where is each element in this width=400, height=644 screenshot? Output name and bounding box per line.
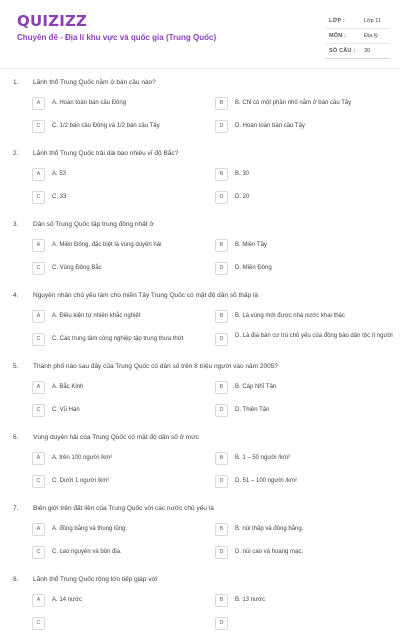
option-text: B. Miền Tây — [235, 242, 267, 248]
option-letter-box[interactable]: A — [32, 523, 45, 536]
question-number: 2. — [13, 150, 19, 157]
option-letter-box[interactable]: B — [215, 523, 228, 536]
option-text: A. đồng bằng và thung lũng. — [52, 526, 128, 532]
answer-option-d[interactable] — [215, 120, 388, 134]
answer-option-c[interactable] — [32, 262, 205, 276]
option-text: A. 14 nước — [52, 597, 82, 603]
option-letter-box[interactable]: C — [32, 546, 45, 559]
question-text: Thành phố nào sau đây của Trung Quốc có dân số trên 8 triệu người vào năm 2005? — [33, 363, 278, 370]
answer-option-b[interactable] — [215, 523, 388, 537]
answer-option-d[interactable] — [215, 617, 388, 631]
option-text: B. Cáp Nhĩ Tân — [235, 384, 277, 390]
option-letter-box[interactable]: A — [32, 168, 45, 181]
question-item — [0, 218, 400, 289]
question-text: Lãnh thổ Trung Quốc nằm ở bán cầu nào? — [33, 79, 156, 86]
option-text: B. 1 – 50 người /km² — [235, 455, 290, 461]
answer-option-d[interactable] — [215, 404, 388, 418]
answer-option-c[interactable] — [32, 546, 205, 560]
answer-option-c[interactable] — [32, 617, 205, 631]
option-text: A. Bắc Kinh — [52, 384, 84, 390]
meta-value: 30 — [364, 48, 371, 54]
meta-row-class — [326, 14, 390, 29]
question-item — [0, 147, 400, 218]
answer-option-d[interactable] — [215, 475, 388, 489]
answer-option-b[interactable] — [215, 239, 388, 253]
meta-row-subject — [326, 29, 390, 44]
question-item — [0, 360, 400, 431]
option-letter-box[interactable]: A — [32, 239, 45, 252]
question-number: 5. — [13, 363, 19, 370]
worksheet-title: Chuyên đề - Địa lí khu vực và quốc gia (Trung Quốc) — [17, 33, 217, 42]
answer-option-b[interactable] — [215, 381, 388, 395]
meta-value: Lớp 11 — [364, 18, 381, 24]
option-letter-box[interactable]: D — [215, 617, 228, 630]
option-letter-box[interactable]: D — [215, 404, 228, 417]
meta-label: SỐ CÂU : — [329, 48, 356, 54]
answer-option-a[interactable] — [32, 452, 205, 466]
answer-option-a[interactable] — [32, 381, 205, 395]
option-letter-box[interactable]: C — [32, 617, 45, 630]
question-item — [0, 431, 400, 502]
option-letter-box[interactable]: D — [215, 262, 228, 275]
option-text: A. trên 100 người /km² — [52, 455, 113, 461]
answer-option-a[interactable] — [32, 239, 205, 253]
question-item — [0, 76, 400, 147]
option-letter-box[interactable]: B — [215, 97, 228, 110]
worksheet-header — [0, 0, 400, 70]
answer-option-c[interactable] — [32, 475, 205, 489]
quizizz-logo: QUIZIZZ — [17, 12, 88, 30]
option-letter-box[interactable]: A — [32, 310, 45, 323]
option-letter-box[interactable]: B — [215, 594, 228, 607]
option-letter-box[interactable]: C — [32, 404, 45, 417]
answer-option-c[interactable] — [32, 333, 205, 347]
option-letter-box[interactable]: D — [215, 191, 228, 204]
option-letter-box[interactable]: B — [215, 381, 228, 394]
question-number: 8. — [13, 576, 19, 583]
answer-option-a[interactable] — [32, 97, 205, 111]
option-letter-box[interactable]: C — [32, 475, 45, 488]
question-number: 7. — [13, 505, 19, 512]
question-text: Vùng duyên hải của Trung Quốc có mật độ dân số ở mức — [33, 434, 199, 441]
option-text: D. Miền Đông — [235, 265, 272, 271]
option-text: C. Dưới 1 người /km² — [52, 478, 110, 484]
question-number: 6. — [13, 434, 19, 441]
option-letter-box[interactable]: D — [215, 475, 228, 488]
meta-label: MÔN : — [329, 33, 347, 39]
answer-option-c[interactable] — [32, 191, 205, 205]
option-text: C. 33 — [52, 194, 67, 200]
option-letter-box[interactable]: C — [32, 120, 45, 133]
meta-value: Địa lý — [364, 33, 378, 39]
option-text: A. Hoàn toàn bán cầu Đông — [52, 100, 127, 106]
answer-option-b[interactable] — [215, 452, 388, 466]
option-letter-box[interactable]: C — [32, 333, 45, 346]
option-text: B. 30 — [235, 171, 250, 177]
option-text: D. núi cao và hoang mạc. — [235, 549, 304, 555]
answer-option-b[interactable] — [215, 594, 388, 608]
option-text: A. Miền Đông, đặc biệt là vùng duyên hải — [52, 242, 162, 248]
option-letter-box[interactable]: A — [32, 452, 45, 465]
question-text: Biên giới trên đất liền của Trung Quốc với các nước chủ yếu là — [33, 505, 214, 512]
option-text: C. Vũ Hán — [52, 407, 80, 413]
answer-option-d[interactable] — [215, 546, 388, 560]
option-text: C. Các trung tâm công nghiệp tập trung thưa thớt — [52, 336, 184, 342]
answer-option-d[interactable] — [215, 191, 388, 205]
worksheet-meta — [326, 14, 390, 59]
question-text: Lãnh thổ Trung Quốc trải dài bao nhiêu vĩ độ Bắc? — [33, 150, 179, 157]
option-text: C. 1/2 bán cầu Đông và 1/2 bán cầu Tây — [52, 123, 160, 129]
answer-option-a[interactable] — [32, 310, 205, 324]
answer-option-d[interactable] — [215, 262, 388, 276]
option-text: B. núi thấp và đồng bằng. — [235, 526, 304, 532]
option-text: D. Hoàn toàn bán cầu Tây — [235, 123, 305, 129]
option-letter-box[interactable]: C — [32, 191, 45, 204]
answer-option-b[interactable] — [215, 310, 388, 324]
option-text: D. Thiên Tân — [235, 407, 270, 413]
option-text: A. Điều kiện tự nhiên khắc nghiệt — [52, 313, 141, 319]
answer-option-a[interactable] — [32, 594, 205, 608]
question-text: Dân số Trung Quốc tập trung đông nhất ở — [33, 221, 154, 228]
answer-option-a[interactable] — [32, 168, 205, 182]
option-text: A. 53 — [52, 171, 67, 177]
question-text: Lãnh thổ Trung Quốc rộng lớn tiếp giáp với — [33, 576, 158, 583]
option-letter-box[interactable]: D — [215, 333, 228, 346]
meta-label: LỚP : — [329, 18, 345, 24]
option-letter-box[interactable]: B — [215, 310, 228, 323]
option-letter-box[interactable]: D — [215, 120, 228, 133]
question-list — [0, 76, 400, 644]
option-text: B. 13 nước — [235, 597, 265, 603]
option-text: D. 51 – 100 người /km² — [235, 478, 297, 484]
option-letter-box[interactable]: C — [32, 262, 45, 275]
option-letter-box[interactable]: B — [215, 452, 228, 465]
answer-option-b[interactable] — [215, 97, 388, 111]
option-letter-box[interactable]: B — [215, 168, 228, 181]
option-text: C. Vùng Đông Bắc — [52, 265, 102, 271]
question-item — [0, 573, 400, 644]
answer-option-a[interactable] — [32, 523, 205, 537]
question-item — [0, 502, 400, 573]
answer-option-b[interactable] — [215, 168, 388, 182]
option-letter-box[interactable]: B — [215, 239, 228, 252]
header-divider — [0, 68, 400, 69]
question-item — [0, 289, 400, 360]
option-text: B. Là vùng mới được nhà nước khai thác — [235, 313, 345, 319]
option-text: B. Chỉ có một phần nhỏ nằm ở bán cầu Tây — [235, 100, 352, 106]
option-letter-box[interactable]: A — [32, 381, 45, 394]
answer-option-d[interactable] — [215, 333, 393, 347]
option-letter-box[interactable]: D — [215, 546, 228, 559]
option-text: C. cao nguyên và bồn địa. — [52, 549, 122, 555]
question-number: 3. — [13, 221, 19, 228]
answer-option-c[interactable] — [32, 404, 205, 418]
question-number: 1. — [13, 79, 19, 86]
question-number: 4. — [13, 292, 19, 299]
question-text: Nguyên nhân chủ yếu làm cho miền Tây Trung Quốc có mật độ dân số thấp là — [33, 292, 258, 299]
option-letter-box[interactable]: A — [32, 594, 45, 607]
option-text: D. 20 — [235, 194, 250, 200]
meta-row-count — [326, 44, 390, 59]
option-letter-box[interactable]: A — [32, 97, 45, 110]
answer-option-c[interactable] — [32, 120, 205, 134]
option-text: D. Là địa bàn cư trú chủ yếu của đồng bào dân tộc ít người — [235, 333, 393, 339]
